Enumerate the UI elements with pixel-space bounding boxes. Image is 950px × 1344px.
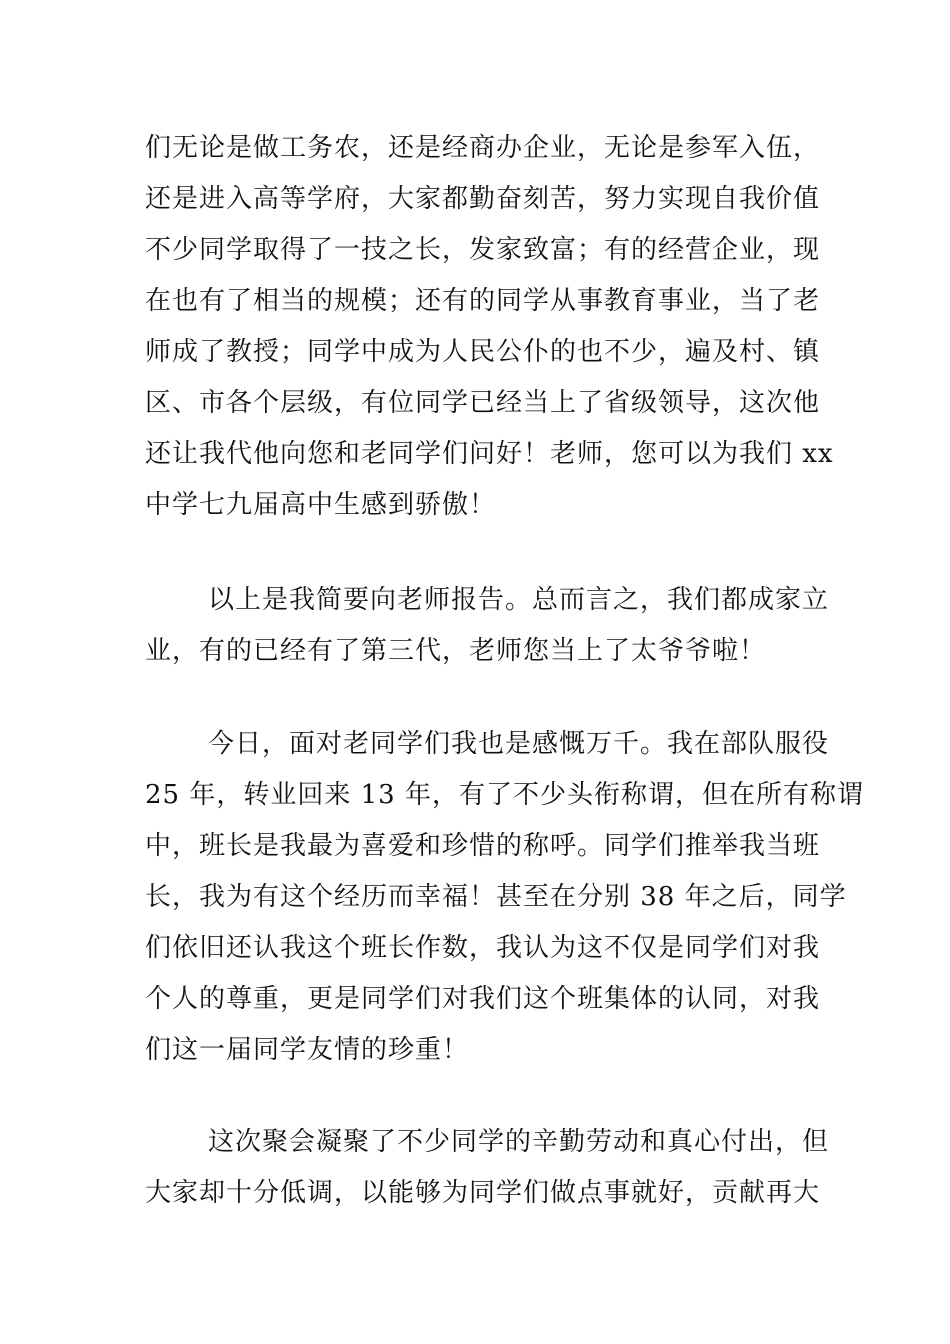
text-line: 在也有了相当的规模；还有的同学从事教育事业，当了老 bbox=[145, 286, 821, 316]
text-line: 这次聚会凝聚了不少同学的辛勤劳动和真心付出，但 bbox=[208, 1127, 830, 1157]
text-line: 个人的尊重，更是同学们对我们这个班集体的认同，对我 bbox=[145, 984, 821, 1014]
text-line: 25 年，转业回来 13 年，有了不少头衔称谓，但在所有称谓 bbox=[145, 780, 864, 810]
text-line: 业，有的已经有了第三代，老师您当上了太爷爷啦！ bbox=[145, 636, 767, 666]
text-line: 们无论是做工务农，还是经商办企业，无论是参军入伍， bbox=[145, 133, 821, 163]
paragraph-4 bbox=[145, 1117, 830, 1219]
text-line: 们依旧还认我这个班长作数，我认为这不仅是同学们对我 bbox=[145, 933, 821, 963]
paragraph-2 bbox=[145, 575, 830, 677]
text-line: 大家却十分低调，以能够为同学们做点事就好，贡献再大 bbox=[145, 1178, 821, 1208]
text-line: 还是进入高等学府，大家都勤奋刻苦，努力实现自我价值 bbox=[145, 184, 821, 214]
text-line: 中学七九届高中生感到骄傲！ bbox=[145, 490, 497, 520]
text-line: 今日，面对老同学们我也是感慨万千。我在部队服役 bbox=[208, 729, 830, 759]
text-line: 还让我代他向您和老同学们问好！老师，您可以为我们 xx bbox=[145, 439, 834, 469]
text-line: 长，我为有这个经历而幸福！甚至在分别 38 年之后，同学 bbox=[145, 882, 847, 912]
text-line: 中，班长是我最为喜爱和珍惜的称呼。同学们推举我当班 bbox=[145, 831, 821, 861]
paragraph-1 bbox=[145, 123, 834, 531]
text-line: 区、市各个层级，有位同学已经当上了省级领导，这次他 bbox=[145, 388, 821, 418]
text-line: 师成了教授；同学中成为人民公仆的也不少，遍及村、镇 bbox=[145, 337, 821, 367]
text-line: 以上是我简要向老师报告。总而言之，我们都成家立 bbox=[208, 585, 830, 615]
paragraph-3 bbox=[145, 719, 864, 1076]
text-line: 们这一届同学友情的珍重！ bbox=[145, 1035, 470, 1065]
text-line: 不少同学取得了一技之长，发家致富；有的经营企业，现 bbox=[145, 235, 821, 265]
